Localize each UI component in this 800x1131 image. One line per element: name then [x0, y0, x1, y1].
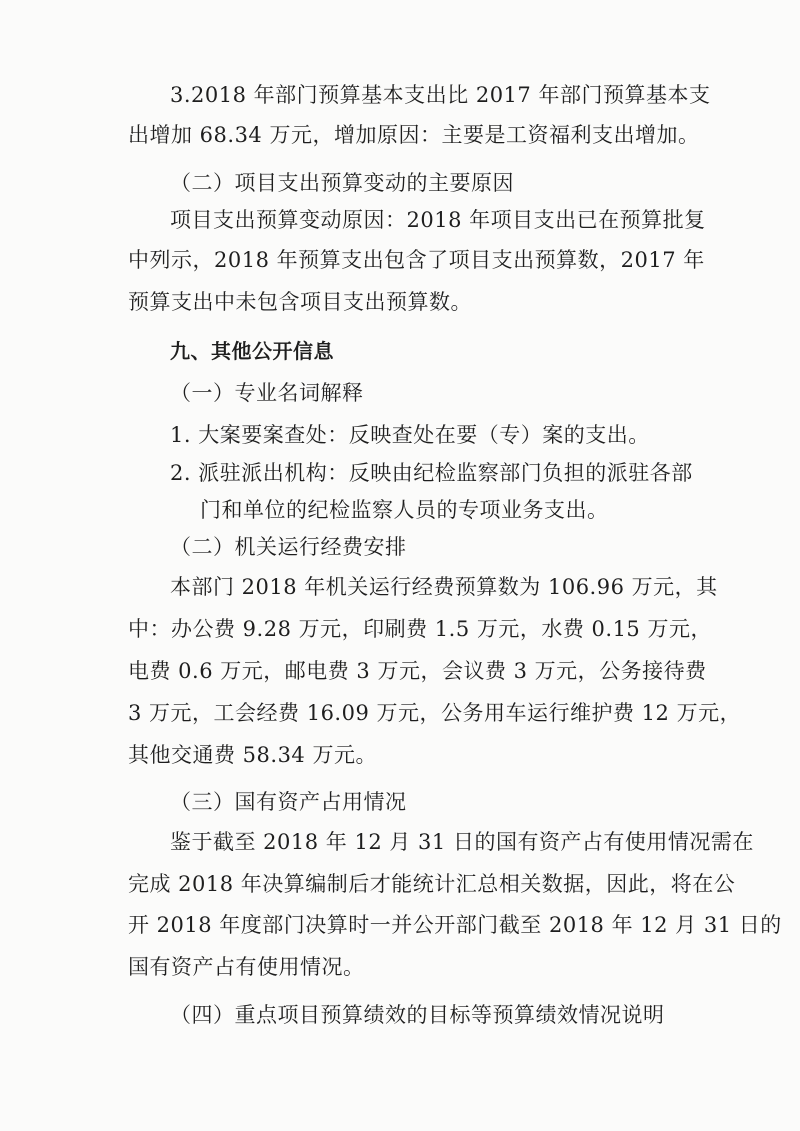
paragraph-operating-expenses-line-1: 本部门 2018 年机关运行经费预算数为 106.96 万元，其	[170, 575, 718, 599]
paragraph-state-assets-line-2: 完成 2018 年决算编制后才能统计汇总相关数据，因此，将在公	[128, 872, 736, 896]
paragraph-operating-expenses-line-2: 中：办公费 9.28 万元，印刷费 1.5 万元，水费 0.15 万元，	[128, 617, 712, 641]
list-item-dispatched-agencies-line-2: 门和单位的纪检监察人员的专项业务支出。	[200, 498, 609, 522]
paragraph-project-expense-line-1: 项目支出预算变动原因：2018 年项目支出已在预算批复	[170, 208, 706, 232]
paragraph-basic-expense-line-2: 出增加 68.34 万元，增加原因：主要是工资福利支出增加。	[128, 123, 700, 147]
section-heading-other-info: 九、其他公开信息	[170, 339, 334, 363]
list-item-dispatched-agencies-line-1: 2. 派驻派出机构：反映由纪检监察部门负担的派驻各部	[170, 461, 693, 485]
subheading-state-assets: （三）国有资产占用情况	[170, 790, 407, 814]
subheading-performance-goals: （四）重点项目预算绩效的目标等预算绩效情况说明	[170, 1003, 665, 1027]
paragraph-project-expense-line-2: 中列示，2018 年预算支出包含了项目支出预算数，2017 年	[128, 248, 705, 272]
paragraph-project-expense-line-3: 预算支出中未包含项目支出预算数。	[128, 290, 472, 314]
paragraph-state-assets-line-3: 开 2018 年度部门决算时一并公开部门截至 2018 年 12 月 31 日的	[128, 913, 782, 937]
paragraph-state-assets-line-4: 国有资产占有使用情况。	[128, 955, 365, 979]
paragraph-operating-expenses-line-4: 3 万元，工会经费 16.09 万元，公务用车运行维护费 12 万元，	[128, 701, 742, 725]
paragraph-operating-expenses-line-5: 其他交通费 58.34 万元。	[128, 743, 377, 767]
list-item-major-cases: 1. 大案要案查处：反映查处在要（专）案的支出。	[170, 423, 650, 447]
subheading-project-expense-reason: （二）项目支出预算变动的主要原因	[170, 171, 514, 195]
subheading-term-explanation: （一）专业名词解释	[170, 381, 364, 405]
paragraph-state-assets-line-1: 鉴于截至 2018 年 12 月 31 日的国有资产占有使用情况需在	[170, 830, 754, 854]
paragraph-basic-expense-line-1: 3.2018 年部门预算基本支出比 2017 年部门预算基本支	[170, 83, 711, 107]
subheading-operating-expenses: （二）机关运行经费安排	[170, 535, 407, 559]
paragraph-operating-expenses-line-3: 电费 0.6 万元，邮电费 3 万元，会议费 3 万元，公务接待费	[128, 659, 707, 683]
